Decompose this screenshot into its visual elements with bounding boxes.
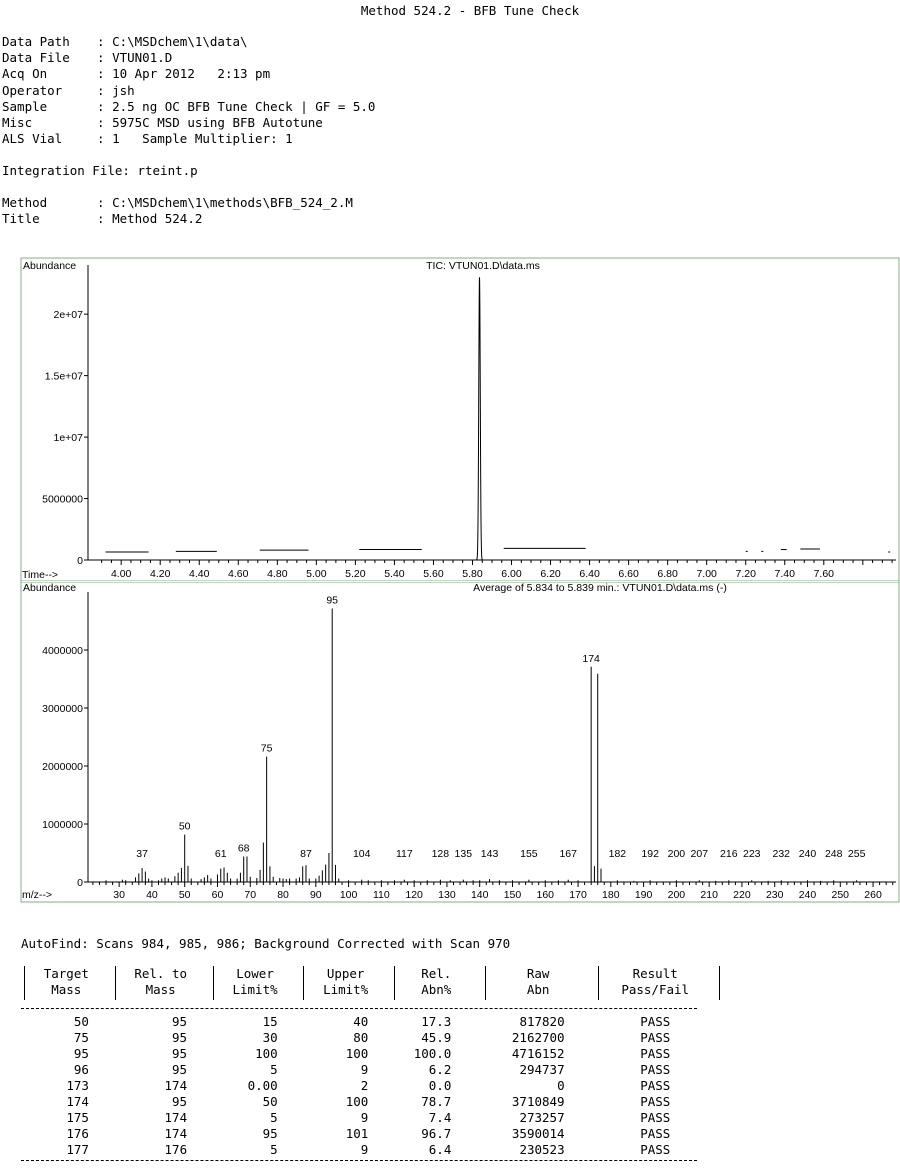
table-cell: 95: [172, 1046, 188, 1061]
tic-xtick-label: 6.00: [501, 568, 522, 580]
ms-peak-label: 128: [431, 848, 450, 860]
table-cell: 5: [270, 1110, 278, 1125]
table-header: [210, 966, 300, 998]
table-cell: 174: [164, 1110, 188, 1125]
table-cell: 100: [345, 1094, 369, 1109]
ms-peak-label: 207: [690, 848, 709, 860]
table-header-line: Pass/Fail: [621, 982, 690, 997]
table-cell: 95: [172, 1014, 188, 1029]
table-cell: PASS: [640, 1078, 671, 1093]
table-header-line: Raw: [526, 966, 550, 981]
table-cell: 5: [270, 1142, 278, 1157]
ms-peak-label: 200: [667, 848, 686, 860]
table-cell: 101: [345, 1126, 369, 1141]
table-cell: 15: [262, 1014, 278, 1029]
ms-peak-label: 37: [136, 848, 148, 860]
tic-xtick-label: 4.80: [267, 568, 288, 580]
table-header-line: Target: [43, 966, 89, 981]
header-sep: :: [97, 82, 113, 98]
ms-xtick-label: 160: [536, 889, 555, 901]
table-cell: 95: [172, 1062, 188, 1077]
ms-peak-label: 240: [798, 848, 817, 860]
header-sep: :: [97, 66, 113, 82]
ms-peak-label: 223: [743, 848, 761, 860]
header-value: C:\MSDchem\1\data\: [112, 34, 248, 49]
mass-spectrum: [0, 580, 900, 905]
table-cell: 9: [360, 1142, 369, 1157]
table-cell: 40: [353, 1014, 369, 1029]
table-cell: 6.2: [428, 1062, 452, 1077]
ms-xtick-label: 140: [470, 889, 489, 901]
table-cell: 7.4: [428, 1110, 452, 1125]
ms-peak-label: 104: [352, 848, 371, 860]
table-cell: 4716152: [511, 1046, 565, 1061]
table-cell: 230523: [519, 1142, 565, 1157]
autofind-line: AutoFind: Scans 984, 985, 986; Background Corrected with Scan 970: [21, 936, 511, 951]
header-sep: :: [97, 50, 113, 66]
ms-peak-label: 87: [300, 848, 312, 860]
header-sep: :: [97, 131, 113, 147]
ms-xtick-label: 120: [405, 889, 423, 901]
tic-xtick-label: 5.60: [423, 568, 444, 580]
ms-peak-label: 248: [824, 848, 843, 860]
ms-ytick-label: 0: [77, 877, 83, 889]
report-title: Method 524.2 - BFB Tune Check: [360, 3, 580, 18]
ms-peak-label: 143: [480, 848, 499, 860]
table-divider: [21, 1008, 697, 1009]
table-cell: 174: [164, 1078, 188, 1093]
table-cell: PASS: [640, 1110, 671, 1125]
table-cell: 294737: [519, 1062, 565, 1077]
table-col-separator: [485, 966, 486, 1000]
ms-xtick-label: 30: [113, 889, 125, 901]
tic-xtick-label: 4.40: [189, 568, 210, 580]
method-row: [2, 211, 202, 227]
header-key: Sample: [2, 98, 48, 114]
ms-xtick-label: 60: [211, 889, 224, 901]
table-cell: 175: [66, 1110, 89, 1125]
header-sep: :: [97, 34, 113, 49]
table-header-line: Abn%: [421, 982, 452, 997]
method-key: Method: [2, 195, 48, 210]
ms-ytick-label: 4000000: [42, 645, 83, 657]
table-cell: 95: [73, 1046, 89, 1061]
table-cell: 2162700: [511, 1030, 565, 1045]
table-cell: 0.00: [247, 1078, 278, 1093]
table-cell: 176: [164, 1142, 188, 1157]
table-cell: PASS: [640, 1094, 671, 1109]
tic-xtick-label: 7.00: [696, 568, 717, 580]
tic-ytick-label: 1e+07: [53, 432, 83, 445]
tic-xtick-label: 6.20: [540, 568, 561, 580]
tic-title: TIC: VTUN01.D\data.ms: [426, 260, 540, 272]
table-cell: 100.0: [413, 1046, 452, 1061]
ms-ytick-label: 1000000: [42, 819, 83, 831]
tic-xtick-label: 6.80: [657, 568, 678, 580]
header-row: [2, 115, 323, 131]
table-cell: 78.7: [421, 1094, 452, 1109]
table-cell: 176: [66, 1126, 89, 1141]
table-cell: 0.0: [428, 1078, 452, 1093]
table-cell: 100: [255, 1046, 278, 1061]
table-header-line: Upper: [326, 966, 365, 981]
ms-xtick-label: 80: [277, 889, 289, 901]
table-cell: 174: [164, 1126, 188, 1141]
ms-xlabel: m/z-->: [22, 889, 53, 901]
ms-peak-label: 232: [772, 848, 791, 860]
table-cell: 17.3: [421, 1014, 452, 1029]
tic-xtick-label: 7.60: [813, 568, 835, 580]
ms-peak-label: 68: [237, 842, 250, 855]
table-header-line: Rel.: [421, 966, 452, 981]
table-cell: 45.9: [421, 1030, 452, 1045]
ms-xtick-label: 210: [700, 889, 718, 901]
ms-xtick-label: 190: [634, 889, 653, 901]
table-header: [493, 966, 583, 998]
table-cell: PASS: [640, 1062, 671, 1077]
table-cell: 817820: [519, 1014, 565, 1029]
ms-xtick-label: 230: [765, 889, 784, 901]
table-cell: 96: [73, 1062, 89, 1077]
table-cell: PASS: [640, 1014, 671, 1029]
table-cell: 273257: [519, 1110, 565, 1125]
tic-chromatogram: [0, 253, 900, 583]
table-header: [391, 966, 481, 998]
ms-xtick-label: 240: [798, 889, 817, 901]
table-header: [116, 966, 206, 998]
tic-xtick-label: 5.20: [345, 568, 366, 580]
ms-ytick-label: 2000000: [42, 761, 83, 773]
header-sep: :: [97, 98, 113, 114]
header-key: Misc: [2, 115, 33, 130]
tic-xtick-label: 5.80: [462, 568, 483, 580]
tic-xtick-label: 6.40: [579, 568, 600, 580]
ms-peak-label: 75: [260, 742, 273, 755]
ms-peak-label: 182: [608, 848, 627, 860]
table-cell: 3590014: [511, 1126, 565, 1141]
table-cell: 95: [172, 1030, 188, 1045]
tic-xtick-label: 5.40: [384, 568, 405, 580]
tic-ytick-label: 0: [77, 555, 83, 567]
table-header-line: Abn: [526, 982, 550, 997]
table-cell: 173: [66, 1078, 89, 1093]
ms-peak-label: 192: [641, 848, 659, 860]
table-header-line: Result: [632, 966, 678, 981]
method-row: [2, 195, 353, 211]
tic-ytick-label: 2e+07: [53, 309, 83, 322]
table-cell: 50: [262, 1094, 278, 1109]
ms-xtick-label: 220: [733, 889, 751, 901]
table-cell: PASS: [640, 1030, 671, 1045]
header-row: [2, 34, 248, 50]
table-cell: 50: [73, 1014, 89, 1029]
ms-peak-label: 216: [720, 848, 738, 860]
tic-frame: [21, 258, 899, 583]
header-value: 1 Sample Multiplier: 1: [112, 131, 293, 147]
table-header-line: Limit%: [232, 982, 278, 997]
header-row: [2, 99, 375, 115]
table-cell: 95: [172, 1094, 188, 1109]
ms-peak-label: 61: [214, 848, 227, 860]
table-cell: PASS: [640, 1142, 671, 1157]
tic-xtick-label: 4.20: [149, 568, 171, 580]
table-cell: 96.7: [421, 1126, 452, 1141]
table-cell: 9: [360, 1110, 369, 1125]
tic-xtick-label: 7.20: [735, 568, 756, 580]
table-cell: 174: [66, 1094, 89, 1109]
header-value: 2.5 ng OC BFB Tune Check | GF = 5.0: [112, 98, 376, 114]
table-divider: [21, 1160, 697, 1161]
ms-xtick-label: 40: [146, 889, 158, 901]
ms-xtick-label: 90: [309, 889, 322, 901]
table-cell: 2: [360, 1078, 369, 1093]
tic-ytick-label: 1.5e+07: [44, 370, 83, 383]
table-header-line: Lower: [236, 966, 274, 981]
table-cell: 100: [345, 1046, 369, 1061]
ms-ylabel: Abundance: [23, 582, 77, 594]
table-cell: 0: [557, 1078, 565, 1093]
table-header: [21, 966, 111, 998]
tic-xtick-label: 4.00: [110, 568, 132, 580]
method-sep: :: [97, 211, 113, 227]
integration-file: Integration File: rteint.p: [2, 163, 198, 178]
table-header: [610, 966, 700, 998]
header-value: jsh: [112, 82, 135, 98]
ms-xtick-label: 110: [372, 889, 390, 901]
tic-ytick-label: 5000000: [42, 493, 83, 506]
table-cell: 6.4: [428, 1142, 452, 1157]
ms-ytick-label: 3000000: [42, 703, 83, 715]
ms-peak-label: 255: [847, 848, 866, 860]
ms-peak-label: 135: [454, 848, 473, 860]
table-cell: 3710849: [511, 1094, 565, 1109]
tic-xlabel: Time-->: [22, 569, 59, 581]
header-key: Operator: [2, 82, 63, 98]
ms-peak-label: 50: [178, 820, 191, 833]
method-value: C:\MSDchem\1\methods\BFB_524_2.M: [112, 195, 353, 210]
table-cell: 80: [353, 1030, 369, 1045]
tic-xtick-label: 5.00: [306, 568, 327, 580]
table-cell: 75: [73, 1030, 89, 1045]
header-row: [2, 50, 172, 66]
ms-peak-label: 117: [395, 848, 413, 860]
method-value: Method 524.2: [112, 211, 203, 227]
table-header-line: Limit%: [323, 982, 369, 997]
tic-xtick-label: 6.60: [618, 568, 639, 580]
ms-xtick-label: 150: [503, 889, 522, 901]
ms-peak-label: 167: [559, 848, 577, 860]
ms-peak-label: 95: [326, 594, 339, 607]
ms-xtick-label: 250: [831, 889, 850, 901]
table-header-line: Mass: [51, 982, 82, 997]
ms-xtick-label: 130: [438, 889, 456, 901]
table-cell: 9: [360, 1062, 369, 1077]
table-col-separator: [598, 966, 599, 1000]
header-sep: :: [97, 115, 113, 130]
header-value: 10 Apr 2012 2:13 pm: [112, 66, 271, 82]
ms-peak-label: 174: [582, 652, 600, 665]
table-cell: 30: [262, 1030, 278, 1045]
ms-xtick-label: 170: [569, 889, 587, 901]
table-header-line: Rel. to: [134, 966, 188, 981]
header-value: VTUN01.D: [112, 50, 173, 66]
header-row: [2, 66, 270, 82]
ms-xtick-label: 260: [864, 889, 882, 901]
header-key: Acq On: [2, 66, 48, 82]
ms-xtick-label: 200: [667, 889, 686, 901]
ms-xtick-label: 70: [244, 889, 257, 901]
table-cell: PASS: [640, 1046, 671, 1061]
table-header-line: Mass: [145, 982, 176, 997]
ms-peak-label: 155: [520, 848, 538, 860]
header-key: Data File: [2, 50, 70, 66]
tic-ylabel: Abundance: [23, 260, 77, 272]
method-sep: :: [97, 195, 113, 210]
header-key: Data Path: [2, 34, 70, 49]
method-key: Title: [2, 211, 40, 227]
header-key: ALS Vial: [2, 131, 63, 147]
ms-title: Average of 5.834 to 5.839 min.: VTUN01.D\data.ms (-): [473, 582, 727, 594]
table-cell: 177: [66, 1142, 89, 1157]
table-cell: 5: [270, 1062, 278, 1077]
table-cell: PASS: [640, 1126, 671, 1141]
table-header: [301, 966, 391, 998]
header-row: [2, 83, 135, 99]
table-cell: 95: [262, 1126, 278, 1141]
header-value: 5975C MSD using BFB Autotune: [112, 115, 323, 130]
ms-xtick-label: 180: [602, 889, 620, 901]
tic-xtick-label: 7.40: [774, 568, 795, 580]
tic-xtick-label: 4.60: [228, 568, 249, 580]
table-col-separator: [719, 966, 720, 1000]
header-row: [2, 131, 293, 147]
tic-peak: [475, 277, 483, 560]
ms-xtick-label: 100: [339, 889, 358, 901]
ms-xtick-label: 50: [178, 889, 191, 901]
